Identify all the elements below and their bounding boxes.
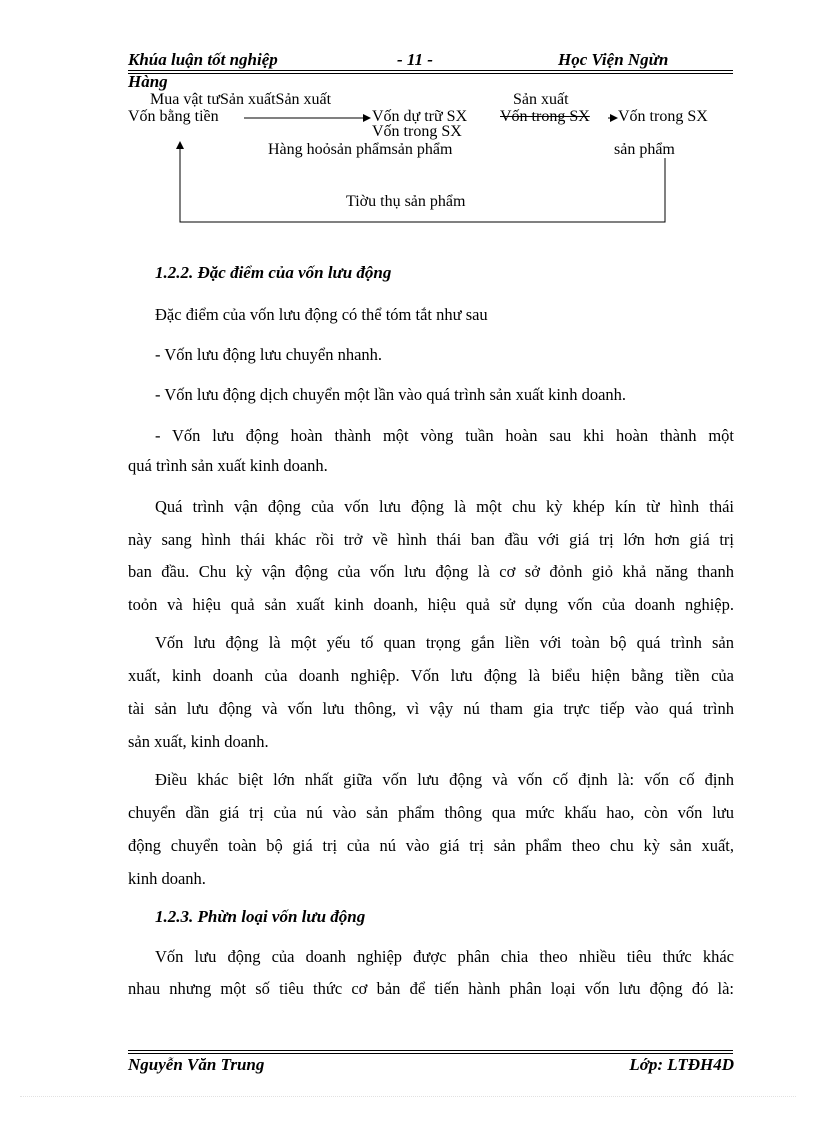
diagram-goods-label: Hàng hoỏsản phẩmsản phẩm bbox=[268, 141, 453, 158]
paragraph-importance-line-3: tài sản lưu động và vốn lưu thông, vì vậy nú tham gia trực tiếp vào quá trình bbox=[128, 699, 734, 718]
footer-class: Lớp: LTĐH4D bbox=[629, 1055, 734, 1074]
paragraph-classification-line-2: nhau nhưng một số tiêu thức cơ bản để tiến hành phân loại vốn lưu động đó là: bbox=[128, 979, 734, 998]
header-right-title: Học Viện Ngừn bbox=[558, 50, 669, 69]
diagram-node-reserve: Vốn dự trữ SX bbox=[372, 108, 468, 125]
footer-rule-top bbox=[128, 1050, 733, 1051]
paragraph-cycle-line-1: Quá trình vận động của vốn lưu động là một chu kỳ khép kín từ hình thái bbox=[155, 497, 734, 516]
paragraph-cycle-line-4: toỏn và hiệu quả sản xuất kinh doanh, hiệu quả sử dụng vốn của doanh nghiệp. bbox=[128, 595, 734, 614]
paragraph-importance-line-4: sản xuất, kinh doanh. bbox=[128, 732, 269, 751]
diagram-product-label: sản phẩm bbox=[614, 141, 675, 158]
paragraph-classification-line-1: Vốn lưu động của doanh nghiệp được phân chia theo nhiều tiêu thức khác bbox=[155, 947, 734, 966]
paragraph-difference-line-3: động chuyển toàn bộ giá trị của nú vào giá trị sản phẩm theo chu kỳ sản xuất, bbox=[128, 836, 734, 855]
header-wrap-text: Hàng bbox=[128, 72, 168, 91]
paragraph-intro: Đặc điểm của vốn lưu động có thể tóm tắt như sau bbox=[155, 305, 488, 324]
diagram-node-in-production-below: Vốn trong SX bbox=[372, 123, 462, 140]
paragraph-difference-line-1: Điều khác biệt lớn nhất giữa vốn lưu động và vốn cố định là: vốn cố định bbox=[155, 770, 734, 789]
page-bottom-dotted-line bbox=[20, 1096, 796, 1097]
bullet-completes-cycle-line-1: - Vốn lưu động hoàn thành một vòng tuần hoàn sau khi hoàn thành một bbox=[155, 426, 734, 445]
bullet-circulates-fast: - Vốn lưu động lưu chuyển nhanh. bbox=[155, 345, 383, 364]
paragraph-importance-line-2: xuất, kinh doanh của doanh nghiệp. Vốn lưu động là biểu hiện bằng tiền của bbox=[128, 666, 734, 685]
arrow-sales-loop bbox=[180, 142, 665, 222]
diagram-top-left-label: Mua vật tưSản xuấtSản xuất bbox=[150, 91, 332, 108]
diagram-node-in-production-struck: Vốn trong SX bbox=[500, 108, 590, 125]
bullet-completes-cycle-line-2: quá trình sản xuất kinh doanh. bbox=[128, 456, 328, 475]
diagram-top-right-label: Sản xuất bbox=[513, 91, 569, 108]
paragraph-cycle-line-2: này sang hình thái khác rồi trở về hình thái ban đầu với giá trị lớn hơn giá trị bbox=[128, 530, 734, 549]
section-title-1-2-3: 1.2.3. Phừn loại vốn lưu động bbox=[155, 907, 366, 926]
paragraph-difference-line-2: chuyển dần giá trị của nú vào sản phẩm thông qua mức khấu hao, còn vốn lưu bbox=[128, 803, 734, 822]
diagram-node-in-production-right: Vốn trong SX bbox=[618, 108, 708, 125]
paragraph-importance-line-1: Vốn lưu động là một yếu tố quan trọng gắn liền với toàn bộ quá trình sản bbox=[155, 633, 734, 652]
paragraph-cycle-line-3: ban đầu. Chu kỳ vận động của vốn lưu động là cơ sở đỏnh giỏ khả năng thanh bbox=[128, 562, 734, 581]
diagram-loop-label: Tiờu thụ sản phẩm bbox=[346, 193, 466, 210]
bullet-moves-once: - Vốn lưu động dịch chuyển một lần vào quá trình sản xuất kinh doanh. bbox=[155, 385, 627, 404]
diagram-node-money: Vốn bằng tiền bbox=[128, 108, 219, 125]
footer-author: Nguyễn Văn Trung bbox=[128, 1055, 265, 1074]
section-title-1-2-2: 1.2.2. Đặc điểm của vốn lưu động bbox=[155, 263, 392, 282]
paragraph-difference-line-4: kinh doanh. bbox=[128, 869, 206, 888]
diagram-arrows bbox=[0, 0, 816, 240]
header-page-number: - 11 - bbox=[397, 50, 433, 69]
footer-rule-bottom bbox=[128, 1053, 733, 1054]
header-left-title: Khúa luận tốt nghiệp bbox=[128, 50, 278, 69]
